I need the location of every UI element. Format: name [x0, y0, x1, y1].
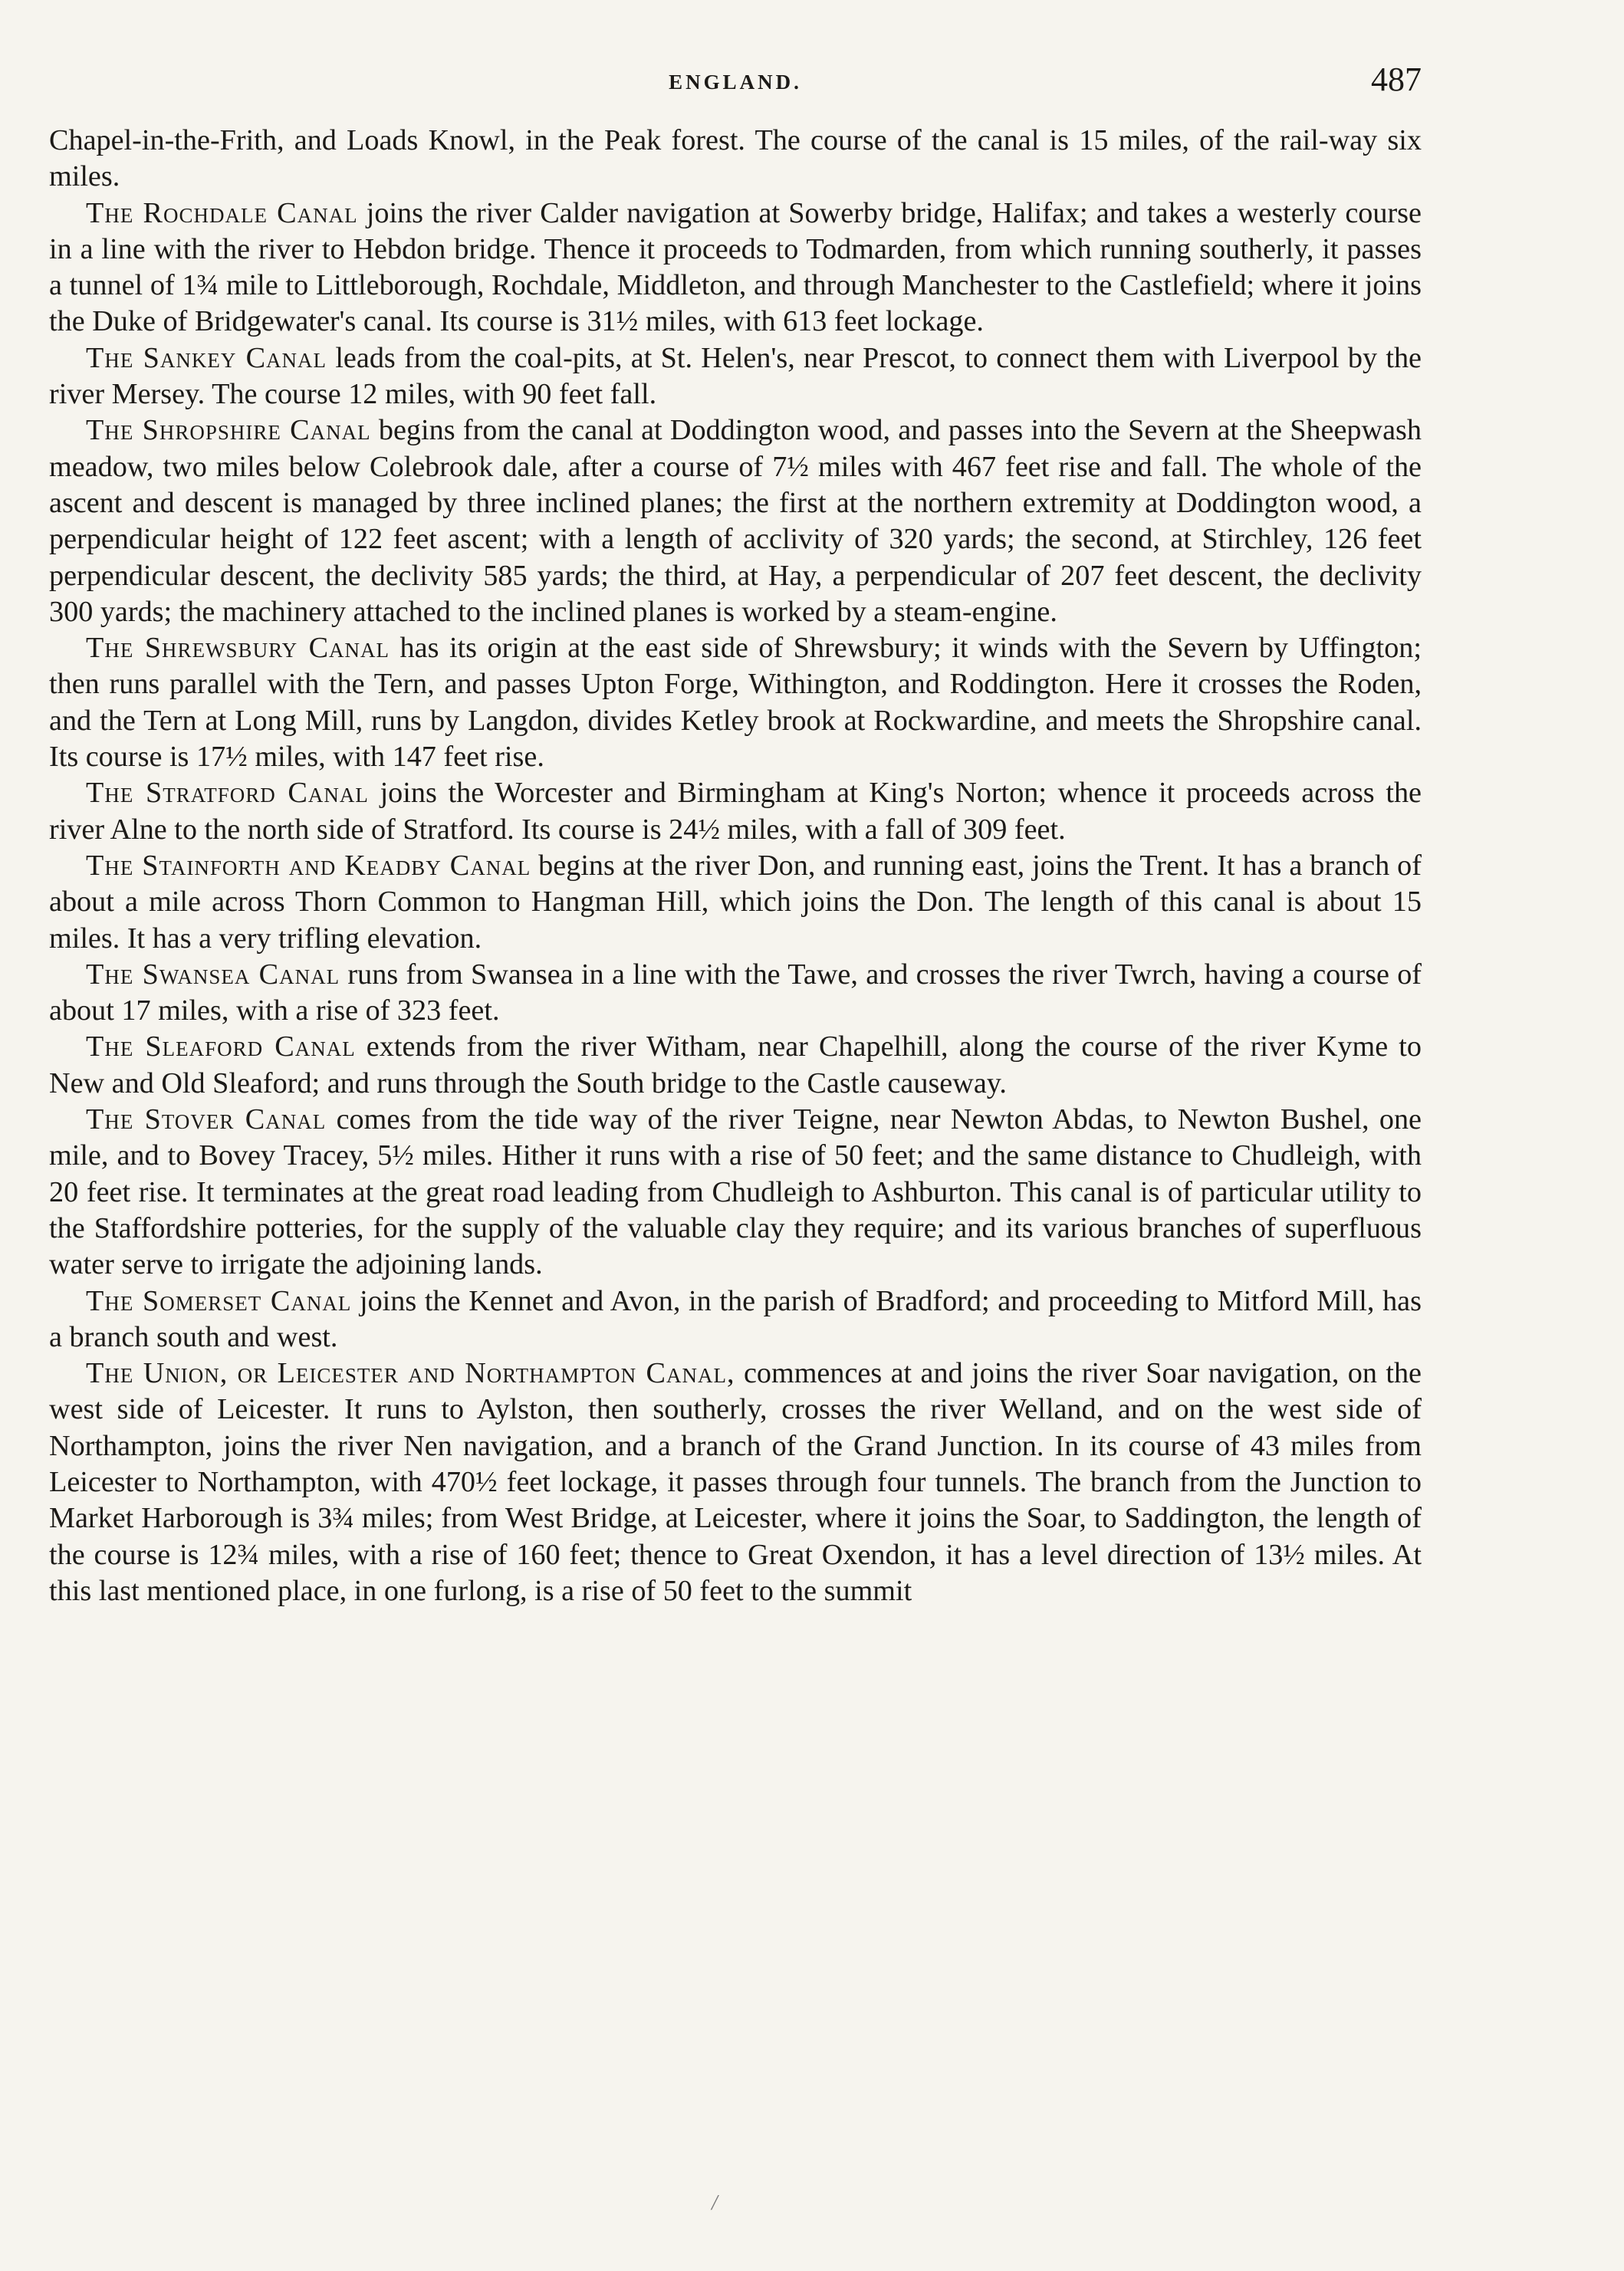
canal-name: The Union, or Leicester and Northampton Canal, [86, 1357, 735, 1390]
book-page [49, 54, 1422, 1609]
paragraph-text: commences at and joins the river Soar navigation, on the west side of Leicester. It runs to Aylston, then southerly, crosses the river Welland, and on the west side of Northampton, joins the river Nen navigation, and a branch of the Grand Junction. In its course of 43 miles from Leicester to Northampton, with 470½ feet lockage, it passes through four tunnels. The branch from the Junction to Market Harborough is 3¾ miles; from West Bridge, at Leicester, where it joins the Soar, to Saddington, the length of the course is 12¾ miles, with a rise of 160 feet; thence to Great Oxendon, it has a level direction of 13½ miles. At this last mentioned place, in one furlong, is a rise of 50 feet to the summit [49, 1357, 1422, 1607]
paragraph-text: has its origin at the east side of Shrewsbury; it winds with the Severn by Uffington; then runs parallel with the Tern, and passes Upton Forge, Withington, and Roddington. Here it crosses the Roden, and the Tern at Long Mill, runs by Langdon, divides Ketley brook at Rockwardine, and meets the Shropshire canal. Its course is 17½ miles, with 147 feet rise. [49, 632, 1422, 774]
canal-name: The Sankey Canal [86, 341, 327, 374]
paragraph [49, 123, 1422, 196]
paragraph [49, 1029, 1422, 1102]
paragraph [49, 775, 1422, 848]
paragraph-text: runs from Swansea in a line with the Tawe, and crosses the river Twrch, having a course of about 17 miles, with a rise of 323 feet. [49, 958, 1422, 1027]
paragraph-text: joins the river Calder navigation at Sowerby bridge, Halifax; and takes a westerly course in a line with the river to Hebdon bridge. Thence it proceeds to Todmarden, from which running southerly, it passes a tunnel of 1¾ mile to Littleborough, Rochdale, Middleton, and through Manchester to the Castlefield; where it joins the Duke of Bridgewater's canal. Its course is 31½ miles, with 613 feet lockage. [49, 196, 1422, 338]
paragraph [49, 1102, 1422, 1283]
paragraph-text: joins the Worcester and Birmingham at King's Norton; whence it proceeds across the river Alne to the north side of Stratford. Its course is 24½ miles, with a fall of 309 feet. [49, 777, 1422, 846]
body-text [49, 123, 1422, 1609]
running-head [49, 54, 1422, 107]
canal-name: The Shropshire Canal [86, 414, 371, 447]
canal-name: The Shrewsbury Canal [86, 632, 390, 665]
paragraph [49, 196, 1422, 340]
canal-name: The Rochdale Canal [86, 196, 358, 229]
paragraph-text: Chapel-in-the-Frith, and Loads Knowl, in the Peak forest. The course of the canal is 15 miles, of the rail-way six miles. [49, 124, 1422, 193]
paragraph-text: begins from the canal at Doddington wood, and passes into the Severn at the Sheepwash meadow, two miles below Colebrook dale, after a course of 7½ miles with 467 feet rise and fall. The whole of the ascent and descent is managed by three inclined planes; the first at the northern extremity at Doddington wood, a perpendicular height of 122 feet ascent; with a length of acclivity of 320 yards; the second, at Stirchley, 126 feet perpendicular descent, the declivity 585 yards; the third, at Hay, a perpendicular of 207 feet descent, the declivity 300 yards; the machinery attached to the inclined planes is worked by a steam-engine. [49, 414, 1422, 628]
paragraph-text: begins at the river Don, and running east, joins the Trent. It has a branch of about a mile across Thorn Common to Hangman Hill, which joins the Don. The length of this canal is about 15 miles. It has a very trifling elevation. [49, 849, 1422, 955]
paragraph-text: joins the Kennet and Avon, in the parish of Bradford; and proceeding to Mitford Mill, has a branch south and west. [49, 1284, 1422, 1353]
footer-mark: / [712, 2191, 718, 2215]
canal-name: The Stainforth and Keadby Canal [86, 849, 531, 882]
canal-name: The Stover Canal [86, 1103, 327, 1136]
page-number: 487 [1371, 61, 1422, 98]
running-title: ENGLAND. [669, 71, 802, 94]
paragraph [49, 412, 1422, 630]
paragraph [49, 1356, 1422, 1609]
paragraph [49, 1283, 1422, 1356]
paragraph-text: leads from the coal-pits, at St. Helen's, near Prescot, to connect them with Liverpool by the river Mersey. The course 12 miles, with 90 feet fall. [49, 341, 1422, 411]
canal-name: The Stratford Canal [86, 777, 369, 810]
paragraph [49, 848, 1422, 957]
paragraph [49, 957, 1422, 1030]
paragraph-text: comes from the tide way of the river Teigne, near Newton Abdas, to Newton Bushel, one mile, and to Bovey Tracey, 5½ miles. Hither it runs with a rise of 50 feet; and the same distance to Chudleigh, with 20 feet rise. It terminates at the great road leading from Chudleigh to Ashburton. This canal is of particular utility to the Staffordshire potteries, for the supply of the valuable clay they require; and its various branches of superfluous water serve to irrigate the adjoining lands. [49, 1103, 1422, 1281]
canal-name: The Sleaford Canal [86, 1030, 356, 1063]
paragraph [49, 340, 1422, 413]
canal-name: The Somerset Canal [86, 1284, 352, 1317]
canal-name: The Swansea Canal [86, 958, 340, 991]
paragraph-text: extends from the river Witham, near Chapelhill, along the course of the river Kyme to New and Old Sleaford; and runs through the South bridge to the Castle causeway. [49, 1030, 1422, 1099]
paragraph [49, 630, 1422, 775]
